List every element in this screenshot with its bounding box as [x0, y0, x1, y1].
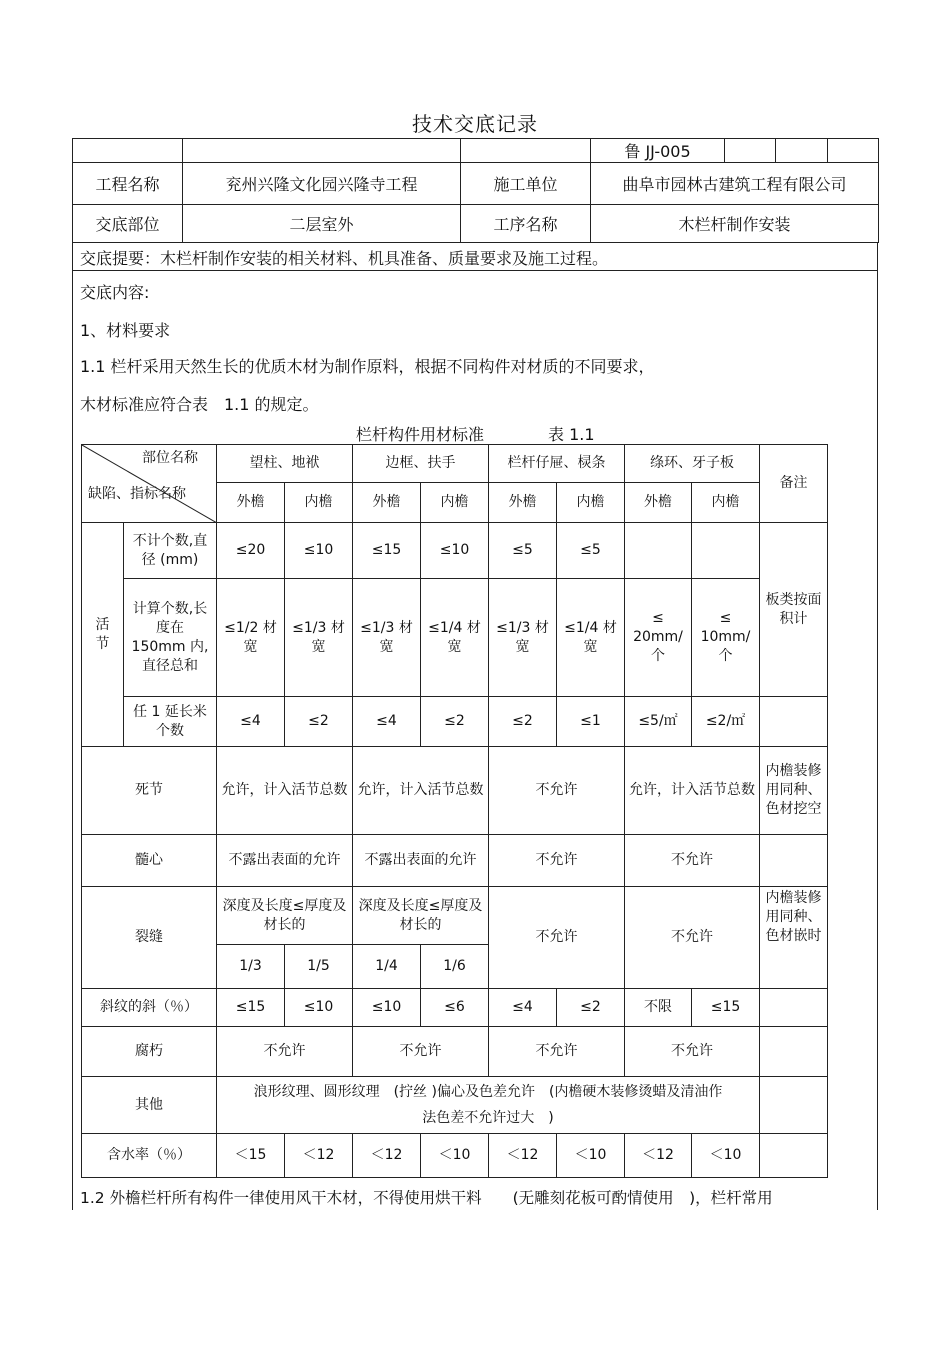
blank-cell: [73, 139, 183, 163]
paragraph-line: 木材标准应符合表 1.1 的规定。: [80, 395, 319, 414]
table-cell: 不允许: [625, 887, 760, 989]
table-cell: 不允许: [353, 1027, 489, 1077]
row-label: 髓心: [82, 835, 217, 887]
table-cell: 深度及长度≤厚度及材长的: [353, 887, 489, 945]
table-cell: ≤2: [285, 697, 353, 747]
table-cell: ≤10: [285, 989, 353, 1027]
blank-cell: [461, 139, 591, 163]
table-cell: 1/3: [217, 945, 285, 989]
table-cell: ≤15: [692, 989, 760, 1027]
part-value: 二层室外: [183, 205, 461, 243]
outer-head: 外檐: [353, 483, 421, 523]
table-cell: 不允许: [625, 835, 760, 887]
summary-text: 交底提要：木栏杆制作安装的相关材料、机具准备、质量要求及施工过程。: [80, 249, 609, 268]
table-cell: ＜10: [421, 1134, 489, 1178]
table-cell: ＜10: [692, 1134, 760, 1178]
table-cell: ≤2: [557, 989, 625, 1027]
divider: [72, 270, 878, 271]
table-cell: ≤ 20mm/个: [625, 579, 692, 697]
table-caption: 栏杆构件用材标准: [356, 425, 485, 444]
material-standard-table: [81, 444, 828, 1178]
inner-head: 内檐: [692, 483, 760, 523]
table-cell: ≤1: [557, 697, 625, 747]
table-cell: ≤4: [353, 697, 421, 747]
outer-head: 外檐: [625, 483, 692, 523]
other-line: 法色差不允许过大 ): [422, 1110, 554, 1126]
table-cell: ≤1/4 材宽: [421, 579, 489, 697]
remark-cell: [760, 989, 828, 1027]
group-head: 栏杆仔屉、棂条: [489, 445, 625, 483]
document-title: 技术交底记录: [412, 112, 538, 136]
process-label: 工序名称: [461, 205, 591, 243]
inner-head: 内檐: [285, 483, 353, 523]
row-label: 计算个数,长度在 150mm 内, 直径总和: [124, 579, 217, 697]
table-cell: 不允许: [489, 747, 625, 835]
table-cell: 不允许: [625, 1027, 760, 1077]
table-cell: 允许，计入活节总数: [217, 747, 353, 835]
row-label: 含水率（％）: [82, 1134, 217, 1178]
remark-cell: [760, 835, 828, 887]
corner-top-label: 部位名称: [142, 450, 198, 466]
part-label: 交底部位: [73, 205, 183, 243]
section-heading: 1、材料要求: [80, 321, 171, 340]
table-cell: ≤1/2 材宽: [217, 579, 285, 697]
table-cell: ≤10: [285, 523, 353, 579]
table-cell: 1/4: [353, 945, 421, 989]
table-cell: 不允许: [489, 887, 625, 989]
inner-head: 内檐: [421, 483, 489, 523]
outer-head: 外檐: [489, 483, 557, 523]
content-label: 交底内容:: [80, 283, 150, 302]
table-cell: 允许，计入活节总数: [353, 747, 489, 835]
paragraph-line: 1.2 外檐栏杆所有构件一律使用风干木材，不得使用烘干料 (无雕刻花板可酌情使用 )，栏杆常用: [80, 1189, 773, 1207]
table-cell: ≤10: [353, 989, 421, 1027]
table-cell: ≤4: [217, 697, 285, 747]
live-knot-label: 活节: [82, 523, 124, 747]
table-cell: 不允许: [217, 1027, 353, 1077]
blank-cell: [725, 139, 776, 163]
table-cell: 不限: [625, 989, 692, 1027]
table-cell: ≤2/㎡: [692, 697, 760, 747]
table-cell: 不允许: [489, 1027, 625, 1077]
row-label: 裂缝: [82, 887, 217, 989]
blank-cell: [183, 139, 461, 163]
table-cell: ＜12: [489, 1134, 557, 1178]
remark-cell: [760, 697, 828, 747]
blank-cell: [828, 139, 879, 163]
remark-cell: 内檐装修用同种、色材嵌时: [760, 887, 828, 989]
corner-cell: [82, 445, 217, 523]
header-table: [72, 138, 879, 243]
table-cell: ≤15: [217, 989, 285, 1027]
table-cell: ≤5/㎡: [625, 697, 692, 747]
table-cell: 允许，计入活节总数: [625, 747, 760, 835]
outer-head: 外檐: [217, 483, 285, 523]
row-label: 任 1 延长米个数: [124, 697, 217, 747]
other-text: [217, 1077, 760, 1134]
table-cell: ≤1/3 材宽: [353, 579, 421, 697]
inner-head: 内檐: [557, 483, 625, 523]
table-cell: ＜10: [557, 1134, 625, 1178]
table-cell: ≤4: [489, 989, 557, 1027]
table-cell: ≤2: [421, 697, 489, 747]
remark-cell: 板类按面积计: [760, 523, 828, 697]
table-cell: ≤2: [489, 697, 557, 747]
table-cell: ≤1/3 材宽: [489, 579, 557, 697]
table-cell: 不露出表面的允许: [217, 835, 353, 887]
table-cell: 1/6: [421, 945, 489, 989]
remark-head: 备注: [760, 445, 828, 523]
blank-cell: [776, 139, 828, 163]
table-cell: ＜15: [217, 1134, 285, 1178]
table-cell: ≤5: [557, 523, 625, 579]
corner-bottom-label: 缺陷、指标名称: [88, 486, 186, 502]
other-line: 浪形纹理、圆形纹理 (拧丝 )偏心及色差允许 (内檐硬木装修烫蜡及清油作: [253, 1084, 723, 1100]
group-head: 绦环、牙子板: [625, 445, 760, 483]
table-cell: ＜12: [625, 1134, 692, 1178]
project-label: 工程名称: [73, 163, 183, 205]
table-cell: ≤1/4 材宽: [557, 579, 625, 697]
table-cell: ≤20: [217, 523, 285, 579]
table-cell: ≤5: [489, 523, 557, 579]
remark-cell: [760, 1134, 828, 1178]
table-cell: 不允许: [489, 835, 625, 887]
table-cell: ≤15: [353, 523, 421, 579]
row-label: 斜纹的斜（％）: [82, 989, 217, 1027]
table-cell: 深度及长度≤厚度及材长的: [217, 887, 353, 945]
table-cell: [692, 523, 760, 579]
table-cell: ≤6: [421, 989, 489, 1027]
builder-value: 曲阜市园林古建筑工程有限公司: [591, 163, 879, 205]
table-cell: ＜12: [353, 1134, 421, 1178]
row-label: 其他: [82, 1077, 217, 1134]
table-cell: ≤1/3 材宽: [285, 579, 353, 697]
table-cell: 不露出表面的允许: [353, 835, 489, 887]
table-cell: ＜12: [285, 1134, 353, 1178]
builder-label: 施工单位: [461, 163, 591, 205]
group-head: 边框、扶手: [353, 445, 489, 483]
remark-cell: [760, 1077, 828, 1134]
process-value: 木栏杆制作安装: [591, 205, 879, 243]
paragraph-line: 1.1 栏杆采用天然生长的优质木材为制作原料，根据不同构件对材质的不同要求，: [80, 357, 655, 376]
group-head: 望柱、地袱: [217, 445, 353, 483]
table-cell: 1/5: [285, 945, 353, 989]
project-value: 兖州兴隆文化园兴隆寺工程: [183, 163, 461, 205]
row-label: 腐朽: [82, 1027, 217, 1077]
remark-cell: 内檐装修用同种、色材挖空: [760, 747, 828, 835]
table-cell: ≤10: [421, 523, 489, 579]
table-number: 表 1.1: [548, 425, 595, 444]
form-code: 鲁 JJ-005: [591, 139, 725, 163]
table-cell: [625, 523, 692, 579]
table-cell: ≤ 10mm/个: [692, 579, 760, 697]
remark-cell: [760, 1027, 828, 1077]
row-label: 死节: [82, 747, 217, 835]
row-label: 不计个数,直径 (mm): [124, 523, 217, 579]
